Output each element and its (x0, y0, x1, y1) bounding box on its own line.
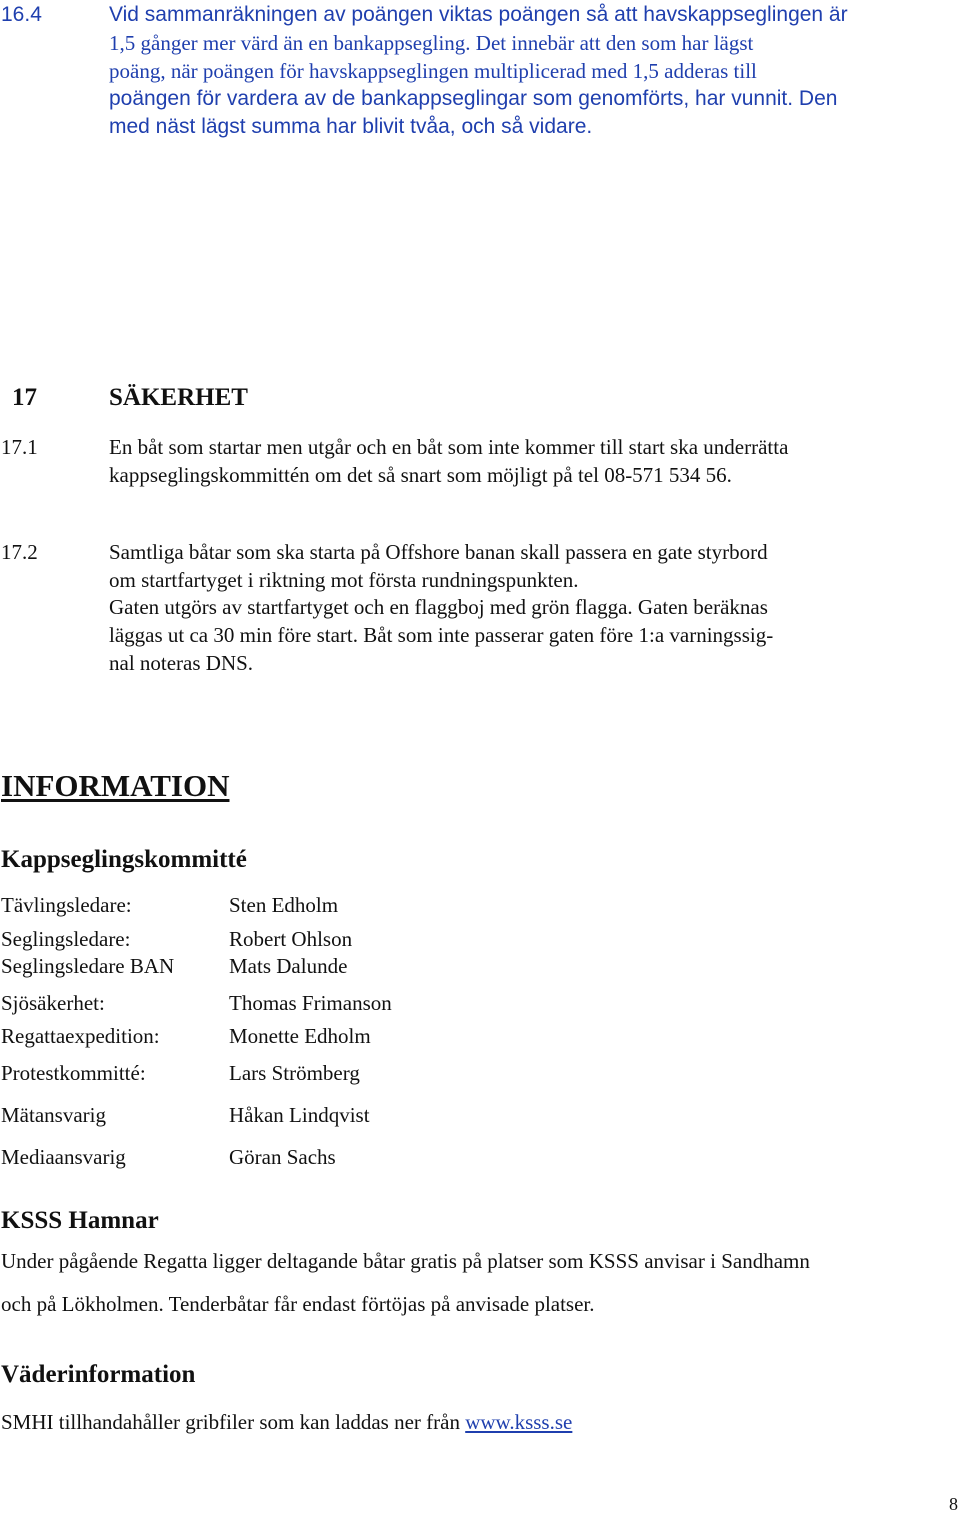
section-16-4-line: poäng, när poängen för havskappseglingen multiplicerad med 1,5 adderas till (109, 59, 757, 83)
item-17-2-line: läggas ut ca 30 min före start. Båt som inte passerar gaten före 1:a varningssig- (109, 623, 774, 647)
section-16-4-line: med näst lägst summa har blivit tvåa, och så vidare. (109, 115, 593, 138)
committee-role: Tävlingsledare: (1, 893, 132, 917)
committee-name: Robert Ohlson (229, 927, 353, 951)
harbor-line: och på Lökholmen. Tenderbåtar får endast förtöjas på anvisade platser. (1, 1292, 595, 1316)
item-17-2-line: nal noteras DNS. (109, 651, 254, 675)
committee-name: Monette Edholm (229, 1024, 371, 1048)
committee-name: Lars Strömberg (229, 1061, 360, 1085)
committee-name: Mats Dalunde (229, 954, 348, 978)
information-title: INFORMATION (1, 768, 230, 803)
committee-name: Göran Sachs (229, 1145, 336, 1169)
committee-role: Sjösäkerhet: (1, 991, 105, 1015)
committee-role: Seglingsledare: (1, 927, 131, 951)
item-17-2-line: om startfartyget i riktning mot första rundningspunkten. (109, 568, 579, 592)
harbor-line: Under pågående Regatta ligger deltagande båtar gratis på platser som KSSS anvisar i Sandhamn (1, 1249, 810, 1273)
item-17-2-number: 17.2 (1, 540, 38, 564)
weather-title: Väderinformation (1, 1361, 196, 1388)
committee-name: Sten Edholm (229, 893, 339, 917)
page-number: 8 (949, 1494, 958, 1514)
weather-text (1, 1408, 572, 1436)
committee-role: Regattaexpedition: (1, 1024, 160, 1048)
committee-role: Mediaansvarig (1, 1145, 126, 1169)
section-16-4-line: Vid sammanräkningen av poängen viktas poängen så att havskappseglingen är (109, 3, 848, 26)
committee-title: Kappseglingskommitté (1, 846, 247, 873)
item-17-1-line: kappseglingskommittén om det så snart som möjligt på tel 08-571 534 56. (109, 463, 732, 487)
weather-text-body: SMHI tillhandahåller gribfiler som kan laddas ner från (1, 1410, 466, 1434)
section-17-title: SÄKERHET (109, 384, 248, 411)
item-17-1-line: En båt som startar men utgår och en båt som inte kommer till start ska underrätta (109, 435, 789, 459)
item-17-1-number: 17.1 (1, 435, 38, 459)
section-16-4-line: poängen för vardera av de bankappseglingar som genomförts, har vunnit. Den (109, 87, 838, 110)
section-16-4-line: 1,5 gånger mer värd än en bankappsegling. Det innebär att den som har lägst (109, 31, 754, 55)
committee-role: Protestkommitté: (1, 1061, 146, 1085)
section-16-4-number: 16.4 (1, 3, 42, 26)
ksss-link[interactable]: www.ksss.se (465, 1410, 573, 1434)
item-17-2-line: Gaten utgörs av startfartyget och en flaggboj med grön flagga. Gaten beräknas (109, 595, 768, 619)
committee-name: Thomas Frimanson (229, 991, 392, 1015)
committee-name: Håkan Lindqvist (229, 1103, 370, 1127)
committee-role: Mätansvarig (1, 1103, 106, 1127)
committee-role: Seglingsledare BAN (1, 954, 175, 978)
section-17-number: 17 (12, 384, 37, 411)
item-17-2-line: Samtliga båtar som ska starta på Offshore banan skall passera en gate styrbord (109, 540, 768, 564)
harbor-title: KSSS Hamnar (1, 1207, 159, 1234)
